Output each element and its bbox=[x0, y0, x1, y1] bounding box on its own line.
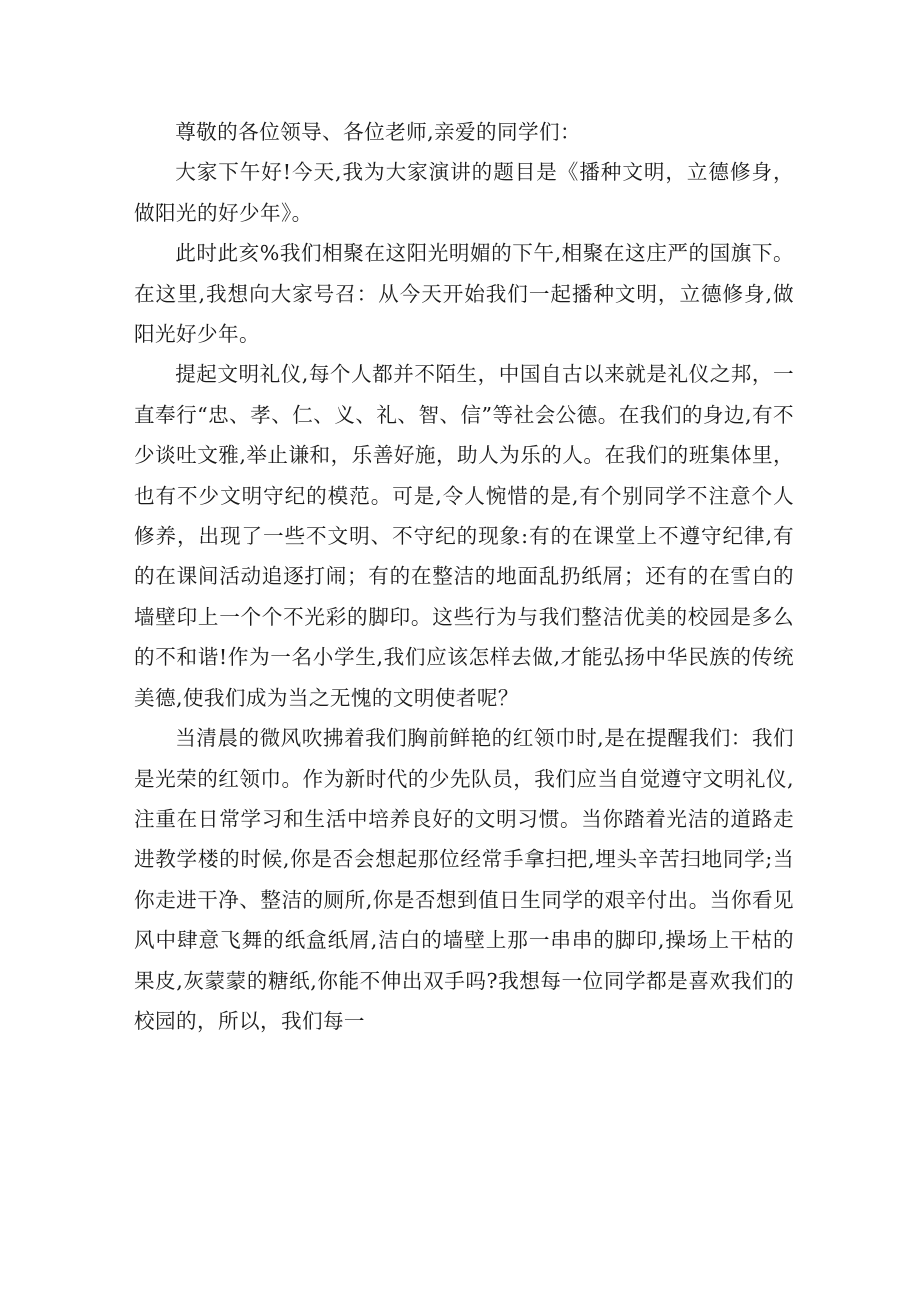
salutation-paragraph: 尊敬的各位领导、各位老师,亲爱的同学们： bbox=[175, 120, 582, 144]
speech-body bbox=[134, 112, 794, 1041]
red-scarf-paragraph: 当清晨的微风吹拂着我们胸前鲜艳的红领巾时,是在提醒我们：我们是光荣的红领巾。作为新时代的少先队员，我们应当自觉遵守文明礼仪,注重在日常学习和生活中培养良好的文明习惯。当你踏着光洁的道路走进教学楼的时候,你是否会想起那位经常手拿扫把,埋头辛苦扫地同学;当你走进干净、整洁的厕所,你是否想到值日生同学的艰辛付出。当你看见风中肆意飞舞的纸盒纸屑,洁白的墙壁上那一串串的脚印,操场上干枯的果皮,灰蒙蒙的糖纸,你能不伸出双手吗?我想每一位同学都是喜欢我们的校园的，所以，我们每一 bbox=[134, 726, 794, 1033]
intro-paragraph: 此时此亥%我们相聚在这阳光明媚的下午,相聚在这庄严的国旗下。在这里,我想向大家号召：从今天开始我们一起播种文明，立德修身,做阳光好少年。 bbox=[134, 241, 794, 347]
greeting-paragraph: 大家下午好!今天,我为大家演讲的题目是《播种文明，立德修身，做阳光的好少年》。 bbox=[134, 160, 794, 225]
etiquette-paragraph: 提起文明礼仪,每个人都并不陌生，中国自古以来就是礼仪之邦，一直奉行“忠、孝、仁、义、礼、智、信”等社会公德。在我们的身边,有不少谈吐文雅,举止谦和，乐善好施，助人为乐的人。在我们的班集体里，也有不少文明守纪的模范。可是,令人惋惜的是,有个别同学不注意个人修养，出现了一些不文明、不守纪的现象:有的在课堂上不遵守纪律,有的在课间活动追逐打闹；有的在整洁的地面乱扔纸屑；还有的在雪白的墙壁印上一个个不光彩的脚印。这些行为与我们整洁优美的校园是多么的不和谐!作为一名小学生,我们应该怎样去做,才能弘扬中华民族的传统美德,使我们成为当之无愧的文明使者呢？ bbox=[134, 362, 794, 710]
